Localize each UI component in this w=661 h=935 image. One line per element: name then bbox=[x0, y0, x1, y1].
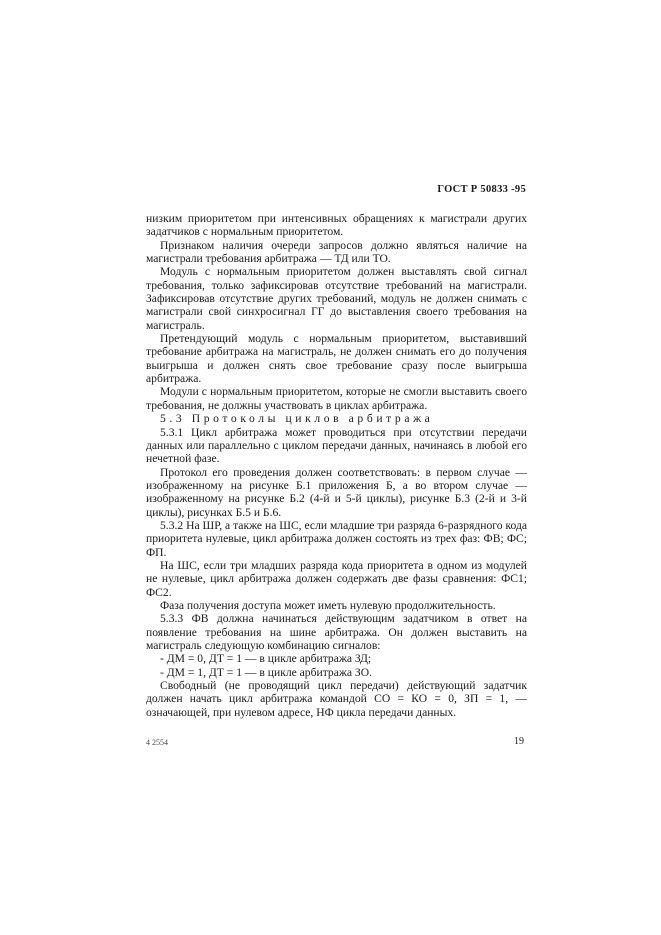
paragraph: Претендующий модуль с нормальным приоритетом, выставивший требование арбитража на магистраль, не должен снимать его до получения выигрыша и должен снять свое требование сразу после выигрыша арбитража. bbox=[146, 332, 527, 386]
page-number: 19 bbox=[514, 736, 524, 747]
paragraph: 5.3.2 На ШР, а также на ШС, если младшие три разряда 6-разрядного кода приоритета нулевые, цикл арбитража должен состоять из трех фаз: ФВ; ФС; ФП. bbox=[146, 518, 527, 559]
paragraph: Фаза получения доступа может иметь нулевую продолжительность. bbox=[160, 598, 496, 612]
list-item: - ДМ = 0, ДТ = 1 — в цикле арбитража ЗД; bbox=[160, 652, 372, 666]
list-item: - ДМ = 1, ДТ = 1 — в цикле арбитража ЗО. bbox=[160, 665, 372, 679]
print-mark: 4 2554 bbox=[146, 738, 168, 747]
paragraph: Модуль с нормальным приоритетом должен выставлять свой сигнал требования, только зафиксировав отсутствие требований на магистрали. Зафиксировав отсутствие других требований, модуль не должен снимать с магистрали свой синхросигнал ГГ до выставления своего требования на магистраль. bbox=[146, 265, 527, 332]
paragraph-continuation: низким приоритетом при интенсивных обращениях к магистрали других задатчиков с нормальным приоритетом. bbox=[146, 212, 527, 239]
paragraph: На ШС, если три младших разряда кода приоритета в одном из модулей не нулевые, цикл арбитража должен содержать две фазы сравнения: ФС1; ФС2. bbox=[146, 558, 527, 599]
standard-header: ГОСТ Р 50833 -95 bbox=[437, 184, 526, 195]
paragraph: 5.3.1 Цикл арбитража может проводиться при отсутствии передачи данных или параллельно с циклом передачи данных, начинаясь в любой его нечетной фазе. bbox=[146, 425, 527, 466]
paragraph: Модули с нормальным приоритетом, которые не смогли выставить своего требования, не должны участвовать в циклах арбитража. bbox=[146, 385, 527, 412]
paragraph: Свободный (не проводящий цикл передачи) действующий задатчик должен начать цикл арбитража командой СО = КО = 0, ЗП = 1, — означающей, при нулевом адресе, НФ цикла передачи данных. bbox=[146, 679, 527, 719]
paragraph: Признаком наличия очереди запросов должно являться наличие на магистрали требования арбитража — ТД или ТО. bbox=[146, 238, 527, 266]
section-heading: 5.3 Протоколы циклов арбитража bbox=[160, 412, 434, 426]
paragraph: Протокол его проведения должен соответствовать: в первом случае — изображенному на рисунке Б.1 приложения Б, а во втором случае — изображенному на рисунке Б.2 (4-й и 5-й циклы), рисунке Б.3 (2-й и 3-й циклы), рисунках Б.5 и Б.6. bbox=[146, 465, 527, 519]
paragraph: 5.3.3 ФВ должна начинаться действующим задатчиком в ответ на появление требования на шине арбитража. Он должен выставить на магистраль следующую комбинацию сигналов: bbox=[146, 612, 527, 652]
document-body bbox=[146, 212, 527, 719]
